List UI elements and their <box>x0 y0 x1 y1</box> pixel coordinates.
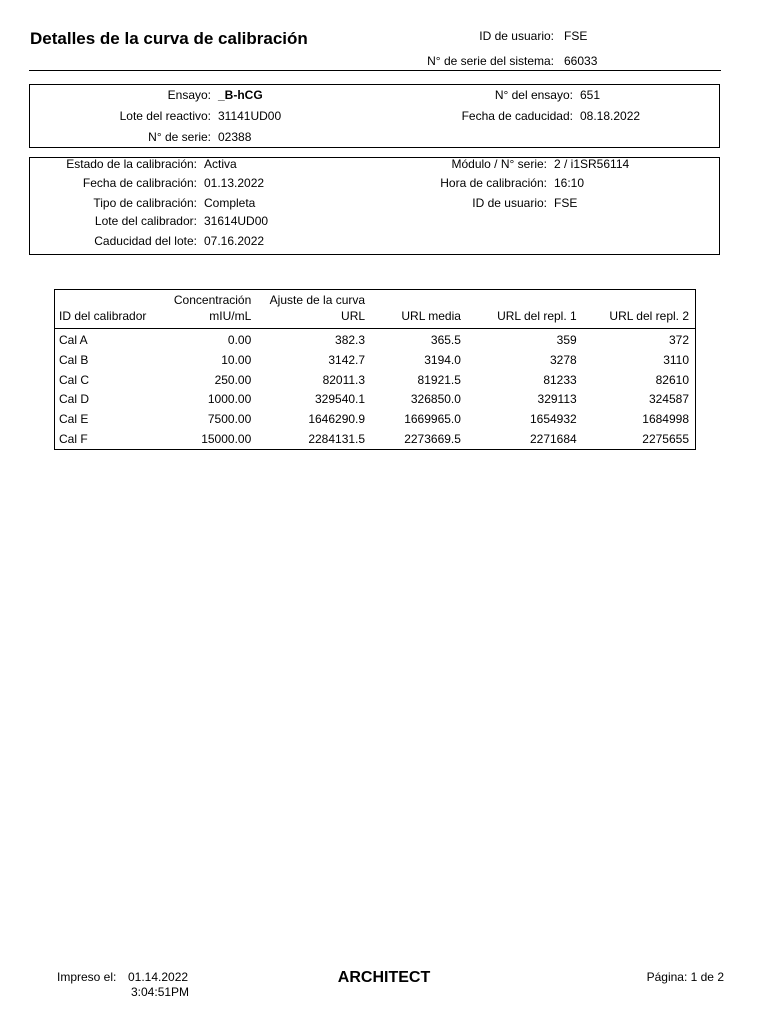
reagent-lot-value: 31141UD00 <box>218 109 282 123</box>
cell-rep2-url: 3110 <box>663 353 689 368</box>
header-serial-label: N° de serie del sistema: <box>427 54 554 68</box>
cell-curve-fit-url: 2284131.5 <box>308 431 366 446</box>
assay-name-label: Ensayo: <box>167 88 211 102</box>
module-serial-label: Módulo / N° serie: <box>451 157 547 171</box>
table-row <box>55 410 696 430</box>
cell-curve-fit-url: 382.3 <box>335 333 366 348</box>
col-header-mean-url: URL media <box>401 309 461 323</box>
calibrator-lot-label: Lote del calibrador: <box>94 214 197 228</box>
col-header-rep2-url: URL del repl. 2 <box>609 309 689 323</box>
cell-curve-fit-url: 3142.7 <box>328 353 366 368</box>
reagent-lot-label: Lote del reactivo: <box>119 109 211 123</box>
cell-concentration: 15000.00 <box>201 431 252 446</box>
col-header-concentration: Concentración mIU/mL <box>173 293 252 323</box>
cell-rep2-url: 2275655 <box>642 431 689 446</box>
cell-curve-fit-url: 329540.1 <box>315 392 366 407</box>
cell-rep2-url: 82610 <box>655 372 689 387</box>
calibration-type-label: Tipo de calibración: <box>93 196 197 210</box>
col-header-curve-fit-url: Ajuste de la curva URL <box>269 293 366 323</box>
table-row <box>55 351 696 371</box>
cell-rep1-url: 1654932 <box>529 412 577 427</box>
table-header-row <box>55 290 696 329</box>
calibration-date-label: Fecha de calibración: <box>82 176 197 190</box>
cell-calibrator-id: Cal E <box>59 412 89 427</box>
cell-mean-url: 365.5 <box>430 333 461 348</box>
cell-curve-fit-url: 1646290.9 <box>308 412 366 427</box>
expiry-date-label: Fecha de caducidad: <box>461 109 573 123</box>
calibration-user-value: FSE <box>554 196 578 210</box>
cell-rep2-url: 1684998 <box>642 412 689 427</box>
printed-label: Impreso el: <box>57 970 117 984</box>
cell-mean-url: 326850.0 <box>410 392 461 407</box>
table-row <box>55 429 696 449</box>
calibration-time-label: Hora de calibración: <box>440 176 547 190</box>
assay-name-value: _B-hCG <box>218 88 263 102</box>
cell-rep1-url: 2271684 <box>529 431 577 446</box>
cell-curve-fit-url: 82011.3 <box>322 372 366 387</box>
header-user-value: FSE <box>564 29 588 43</box>
cell-mean-url: 3194.0 <box>424 353 461 368</box>
col-header-calibrator-id: ID del calibrador <box>59 309 147 323</box>
serial-number-value: 02388 <box>218 130 252 144</box>
cell-rep1-url: 3278 <box>549 353 577 368</box>
cell-concentration: 0.00 <box>227 333 252 348</box>
page-title: Detalles de la curva de calibración <box>30 29 308 48</box>
lot-expiry-value: 07.16.2022 <box>204 234 265 248</box>
header-serial-value: 66033 <box>564 54 598 68</box>
table-row <box>55 329 696 351</box>
cell-calibrator-id: Cal A <box>59 333 88 348</box>
cell-concentration: 250.00 <box>214 372 252 387</box>
module-serial-value: 2 / i1SR56114 <box>554 157 630 171</box>
calibration-status-value: Activa <box>204 157 237 171</box>
cell-calibrator-id: Cal F <box>59 431 88 446</box>
expiry-date-value: 08.18.2022 <box>580 109 641 123</box>
cell-calibrator-id: Cal B <box>59 353 89 368</box>
cell-mean-url: 81921.5 <box>417 372 461 387</box>
assay-number-label: N° del ensayo: <box>494 88 573 102</box>
header-divider <box>29 70 721 71</box>
calibration-status-label: Estado de la calibración: <box>66 157 197 171</box>
col-header-rep1-url: URL del repl. 1 <box>497 309 577 323</box>
cell-rep1-url: 329113 <box>537 392 577 407</box>
page-number: Página: 1 de 2 <box>646 970 724 984</box>
cell-rep2-url: 372 <box>668 333 689 348</box>
table-row <box>55 370 696 390</box>
serial-number-label: N° de serie: <box>148 130 211 144</box>
cell-mean-url: 2273669.5 <box>404 431 461 446</box>
cell-calibrator-id: Cal D <box>59 392 90 407</box>
calibration-user-label: ID de usuario: <box>472 196 547 210</box>
assay-number-value: 651 <box>580 88 601 102</box>
cell-rep1-url: 81233 <box>543 372 577 387</box>
cell-mean-url: 1669965.0 <box>404 412 461 427</box>
calibrator-lot-value: 31614UD00 <box>204 214 269 228</box>
printed-time: 3:04:51PM <box>131 985 190 999</box>
calibration-type-value: Completa <box>204 196 256 210</box>
calibrator-table <box>54 289 696 450</box>
brand-name: ARCHITECT <box>337 969 431 986</box>
header-user-label: ID de usuario: <box>479 29 554 43</box>
calibration-date-value: 01.13.2022 <box>204 176 265 190</box>
table-row <box>55 390 696 410</box>
cell-calibrator-id: Cal C <box>59 372 90 387</box>
printed-date: 01.14.2022 <box>128 970 189 984</box>
calibration-time-value: 16:10 <box>554 176 585 190</box>
cell-concentration: 10.00 <box>221 353 252 368</box>
lot-expiry-label: Caducidad del lote: <box>94 234 197 248</box>
cell-concentration: 7500.00 <box>207 412 252 427</box>
cell-concentration: 1000.00 <box>207 392 252 407</box>
cell-rep1-url: 359 <box>556 333 577 348</box>
cell-rep2-url: 324587 <box>648 392 689 407</box>
